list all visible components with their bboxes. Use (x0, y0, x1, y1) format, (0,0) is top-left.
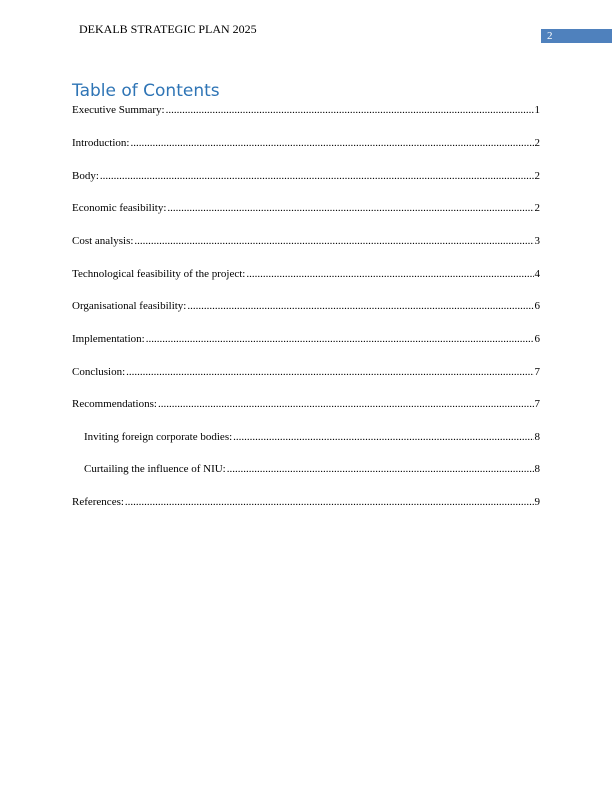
dot-leader (125, 494, 534, 510)
toc-entry-page: 2 (534, 137, 540, 149)
toc-entry-conclusion[interactable] (72, 364, 540, 380)
toc-entry-page: 6 (534, 300, 540, 312)
toc-entry-label: Inviting foreign corporate bodies: (84, 431, 233, 443)
toc-entry-label: Introduction: (72, 137, 130, 149)
page-number-badge (541, 29, 612, 43)
toc-entry-curtailing-influence-niu[interactable] (84, 461, 540, 477)
toc-entry-label: Body: (72, 170, 99, 182)
toc-entry-cost-analysis[interactable] (72, 233, 540, 249)
toc-entry-label: Executive Summary: (72, 104, 165, 116)
dot-leader (126, 364, 533, 380)
toc-entry-page: 9 (534, 496, 540, 508)
toc-entry-label: Economic feasibility: (72, 202, 167, 214)
toc-entry-organisational-feasibility[interactable] (72, 298, 540, 314)
toc-entry-economic-feasibility[interactable] (72, 200, 540, 216)
dot-leader (146, 331, 534, 347)
dot-leader (233, 429, 533, 445)
toc-entry-recommendations[interactable] (72, 396, 540, 412)
dot-leader (158, 396, 534, 412)
toc-entry-page: 2 (534, 170, 540, 182)
toc-entry-label: Curtailing the influence of NIU: (84, 463, 226, 475)
toc-entry-executive-summary[interactable] (72, 102, 540, 118)
dot-leader (167, 200, 533, 216)
toc-entry-label: Implementation: (72, 333, 145, 345)
toc-entry-page: 8 (534, 431, 540, 443)
toc-entry-page: 2 (534, 202, 540, 214)
toc-entry-label: References: (72, 496, 124, 508)
dot-leader (134, 233, 533, 249)
toc-entry-body[interactable] (72, 168, 540, 184)
toc-entry-implementation[interactable] (72, 331, 540, 347)
toc-entry-introduction[interactable] (72, 135, 540, 151)
toc-entry-page: 7 (534, 366, 540, 378)
dot-leader (227, 461, 534, 477)
toc-entry-page: 4 (534, 268, 540, 280)
toc-entry-page: 3 (534, 235, 540, 247)
toc-entry-inviting-foreign-corporate-bodies[interactable] (84, 429, 540, 445)
toc-entry-label: Recommendations: (72, 398, 157, 410)
toc-entry-label: Cost analysis: (72, 235, 134, 247)
dot-leader (166, 102, 534, 118)
dot-leader (130, 135, 533, 151)
toc-entry-references[interactable] (72, 494, 540, 510)
toc-entry-label: Organisational feasibility: (72, 300, 187, 312)
dot-leader (100, 168, 534, 184)
document-title: DEKALB STRATEGIC PLAN 2025 (79, 22, 257, 36)
toc-entry-page: 7 (534, 398, 540, 410)
toc-entry-page: 1 (534, 104, 540, 116)
page-number: 2 (547, 30, 553, 42)
toc-entry-page: 6 (534, 333, 540, 345)
toc-entry-page: 8 (534, 463, 540, 475)
toc-entry-label: Conclusion: (72, 366, 126, 378)
toc-entry-technological-feasibility[interactable] (72, 266, 540, 282)
toc-heading: Table of Contents (72, 81, 220, 101)
toc-entry-label: Technological feasibility of the project: (72, 268, 246, 280)
dot-leader (187, 298, 533, 314)
dot-leader (246, 266, 533, 282)
